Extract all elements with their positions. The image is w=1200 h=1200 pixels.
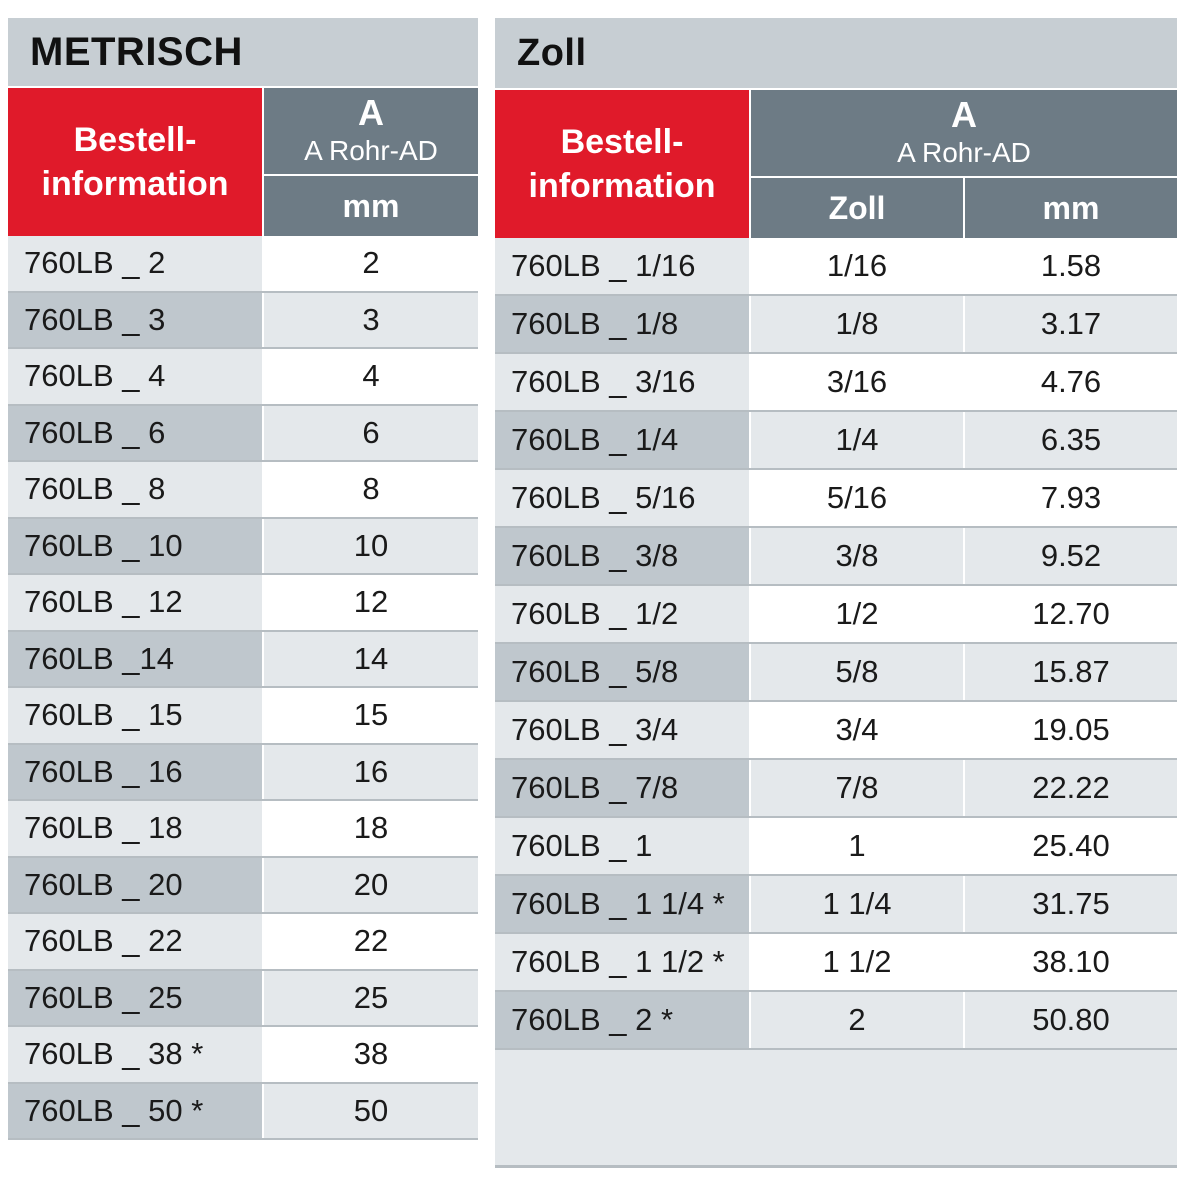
mm-cell: 12 [264, 575, 478, 630]
inch-title: Zoll [495, 18, 1177, 88]
table-row [495, 412, 1177, 470]
inch-a-label: A [951, 94, 977, 135]
inch-cell: 2 [751, 992, 963, 1048]
order-code-cell: 760LB _ 1/4 [495, 412, 751, 468]
inch-rows [495, 238, 1177, 1050]
inch-cell: 5/16 [751, 470, 963, 526]
metric-a-sublabel: A Rohr-AD [304, 135, 438, 166]
metric-a-header-group [264, 88, 478, 236]
table-row [8, 1027, 478, 1084]
mm-cell: 22 [264, 914, 478, 969]
metric-title: METRISCH [8, 18, 478, 86]
mm-cell: 9.52 [963, 528, 1177, 584]
order-code-cell: 760LB _ 20 [8, 858, 264, 913]
metric-rows [8, 236, 478, 1140]
mm-cell: 15 [264, 688, 478, 743]
order-code-cell: 760LB _ 1/8 [495, 296, 751, 352]
inch-order-info-header: Bestell- information [495, 90, 751, 238]
mm-cell: 2 [264, 236, 478, 291]
order-code-cell: 760LB _ 8 [8, 462, 264, 517]
inch-cell: 1 1/2 [751, 934, 963, 990]
table-row [8, 801, 478, 858]
table-row [8, 462, 478, 519]
inch-cell: 5/8 [751, 644, 963, 700]
order-code-cell: 760LB _ 7/8 [495, 760, 751, 816]
order-code-cell: 760LB _ 1/16 [495, 238, 751, 294]
metric-a-header [264, 88, 478, 176]
mm-cell: 12.70 [963, 586, 1177, 642]
table-row [495, 238, 1177, 296]
inch-cell: 1/2 [751, 586, 963, 642]
mm-cell: 4.76 [963, 354, 1177, 410]
table-row [8, 971, 478, 1028]
order-code-cell: 760LB _ 5/16 [495, 470, 751, 526]
order-code-cell: 760LB _ 10 [8, 519, 264, 574]
order-code-cell: 760LB _14 [8, 632, 264, 687]
table-row [8, 632, 478, 689]
inch-cell: 3/8 [751, 528, 963, 584]
order-code-cell: 760LB _ 15 [8, 688, 264, 743]
mm-cell: 3.17 [963, 296, 1177, 352]
order-code-cell: 760LB _ 1 [495, 818, 751, 874]
mm-cell: 3 [264, 293, 478, 348]
order-code-cell: 760LB _ 50 * [8, 1084, 264, 1139]
order-code-cell: 760LB _ 3/16 [495, 354, 751, 410]
metric-unit-mm: mm [264, 176, 478, 236]
table-row [8, 914, 478, 971]
mm-cell: 4 [264, 349, 478, 404]
inch-cell: 1 1/4 [751, 876, 963, 932]
metric-table [8, 18, 478, 1140]
table-row [495, 644, 1177, 702]
order-code-cell: 760LB _ 18 [8, 801, 264, 856]
mm-cell: 19.05 [963, 702, 1177, 758]
mm-cell: 15.87 [963, 644, 1177, 700]
mm-cell: 1.58 [963, 238, 1177, 294]
order-code-cell: 760LB _ 3/8 [495, 528, 751, 584]
table-row [8, 349, 478, 406]
inch-cell: 1/16 [751, 238, 963, 294]
inch-table [495, 18, 1177, 1168]
order-code-cell: 760LB _ 6 [8, 406, 264, 461]
order-code-cell: 760LB _ 25 [8, 971, 264, 1026]
order-code-cell: 760LB _ 16 [8, 745, 264, 800]
metric-a-label: A [358, 92, 384, 133]
table-row [495, 296, 1177, 354]
mm-cell: 22.22 [963, 760, 1177, 816]
mm-cell: 38 [264, 1027, 478, 1082]
mm-cell: 31.75 [963, 876, 1177, 932]
metric-order-info-header: Bestell- information [8, 88, 264, 236]
table-row [495, 528, 1177, 586]
order-code-cell: 760LB _ 1 1/2 * [495, 934, 751, 990]
mm-cell: 50 [264, 1084, 478, 1139]
order-code-cell: 760LB _ 5/8 [495, 644, 751, 700]
mm-cell: 6.35 [963, 412, 1177, 468]
table-row [8, 688, 478, 745]
order-code-cell: 760LB _ 4 [8, 349, 264, 404]
mm-cell: 14 [264, 632, 478, 687]
inch-cell: 3/16 [751, 354, 963, 410]
order-code-cell: 760LB _ 3/4 [495, 702, 751, 758]
mm-cell: 25.40 [963, 818, 1177, 874]
order-code-cell: 760LB _ 22 [8, 914, 264, 969]
inch-cell: 3/4 [751, 702, 963, 758]
order-code-cell: 760LB _ 3 [8, 293, 264, 348]
table-row [8, 745, 478, 802]
table-row [495, 470, 1177, 528]
mm-cell: 6 [264, 406, 478, 461]
inch-unit-zoll: Zoll [751, 178, 963, 238]
table-row [495, 702, 1177, 760]
table-row [495, 934, 1177, 992]
table-row [495, 760, 1177, 818]
table-row [8, 293, 478, 350]
order-code-cell: 760LB _ 2 [8, 236, 264, 291]
table-row [495, 992, 1177, 1050]
order-code-cell: 760LB _ 12 [8, 575, 264, 630]
inch-cell: 1 [751, 818, 963, 874]
mm-cell: 25 [264, 971, 478, 1026]
inch-a-header-group [751, 90, 1177, 238]
mm-cell: 20 [264, 858, 478, 913]
order-code-cell: 760LB _ 1 1/4 * [495, 876, 751, 932]
table-row [8, 858, 478, 915]
mm-cell: 18 [264, 801, 478, 856]
table-row [495, 876, 1177, 934]
mm-cell: 7.93 [963, 470, 1177, 526]
inch-cell: 1/8 [751, 296, 963, 352]
table-row [495, 818, 1177, 876]
table-row [8, 236, 478, 293]
table-row [8, 519, 478, 576]
order-code-cell: 760LB _ 38 * [8, 1027, 264, 1082]
mm-cell: 16 [264, 745, 478, 800]
inch-header [495, 88, 1177, 238]
order-code-cell: 760LB _ 2 * [495, 992, 751, 1048]
mm-cell: 8 [264, 462, 478, 517]
table-row [8, 406, 478, 463]
table-row [495, 354, 1177, 412]
mm-cell: 38.10 [963, 934, 1177, 990]
metric-unit-row [264, 176, 478, 236]
table-row [8, 575, 478, 632]
inch-cell: 7/8 [751, 760, 963, 816]
inch-unit-mm: mm [963, 178, 1177, 238]
inch-filler [495, 1050, 1177, 1168]
inch-cell: 1/4 [751, 412, 963, 468]
inch-a-sublabel: A Rohr-AD [897, 137, 1031, 168]
inch-a-header [751, 90, 1177, 178]
order-code-cell: 760LB _ 1/2 [495, 586, 751, 642]
mm-cell: 50.80 [963, 992, 1177, 1048]
table-row [8, 1084, 478, 1141]
table-row [495, 586, 1177, 644]
inch-unit-row [751, 178, 1177, 238]
mm-cell: 10 [264, 519, 478, 574]
metric-header [8, 86, 478, 236]
